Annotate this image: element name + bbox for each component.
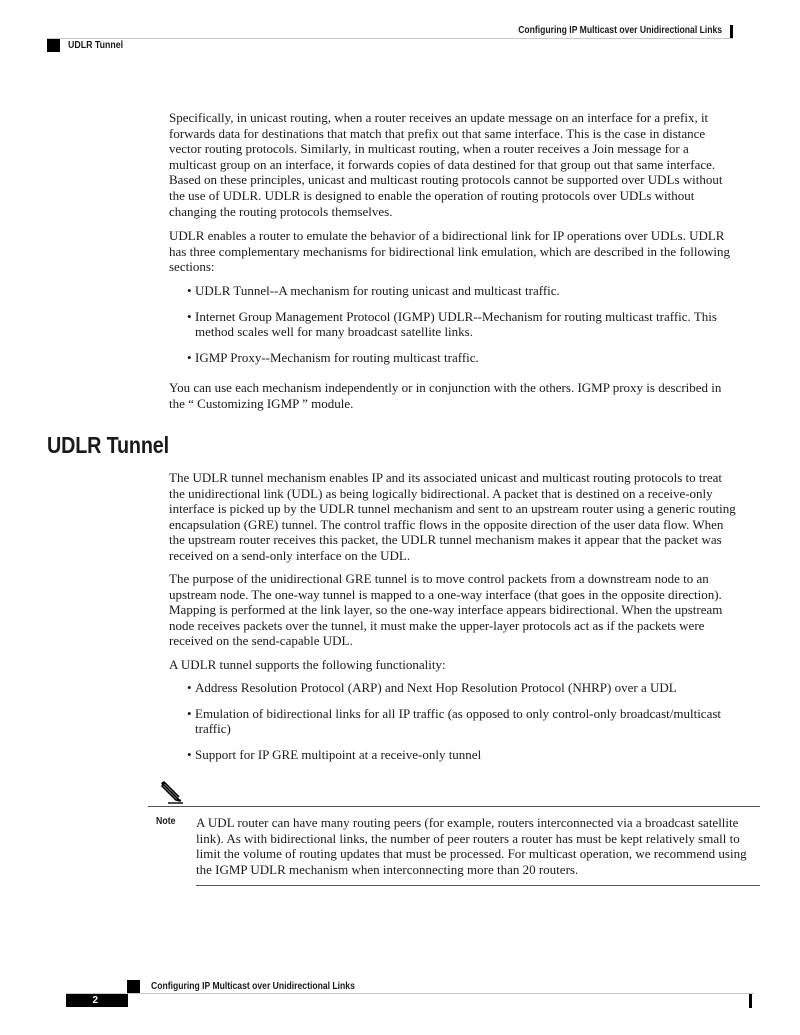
footer-rule [66, 993, 754, 994]
header-bar-marker [730, 25, 733, 38]
section-heading: UDLR Tunnel [47, 432, 169, 458]
paragraph-text: UDLR enables a router to emulate the behavior of a bidirectional link for IP operations over UDLs. UDLR has three complementary mechanisms for bidirectional link emulation, which are described in the following sections: [169, 228, 730, 275]
mechanisms-list [187, 283, 737, 365]
section-paragraph-3 [169, 657, 738, 673]
note-label: Note [156, 816, 176, 827]
intro-paragraph-3 [169, 380, 738, 411]
list-item-text: Emulation of bidirectional links for all IP traffic (as opposed to only control-only broadcast/multicast traffic) [195, 705, 722, 737]
header-square-marker [47, 39, 60, 52]
paragraph-text: The UDLR tunnel mechanism enables IP and its associated unicast and multicast routing protocols to treat the unidirectional link (UDL) as being logically bidirectional. A packet that is destined on a receive-only interface is picked up by the UDLR tunnel mechanism and sent to an upstream router using a generic routing encapsulation (GRE) tunnel. The control traffic flows in the opposite direction of the user data flow. When the upstream router receives this packet, the UDLR tunnel mechanism makes it appear that the packet was received on a send-only interface on the UDL. [169, 470, 736, 563]
intro-paragraph-1 [169, 110, 738, 219]
list-item-text: UDLR Tunnel--A mechanism for routing unicast and multicast traffic. [195, 283, 560, 298]
page-number: 2 [66, 994, 128, 1007]
paragraph-text: Specifically, in unicast routing, when a router receives an update message on an interface for a prefix, it forwards data for destinations that match that prefix out that same interface. This is the case in distance vector routing protocols. Similarly, in multicast routing, when a router receives a Join message for a multicast group on an interface, it forwards copies of data destined for that group out that same interface. Based on these principles, unicast and multicast routing protocols cannot be supported over UDLs without the use of UDLR. UDLR is designed to enable the operation of routing protocols over UDLs without changing the routing protocols themselves. [169, 110, 723, 219]
pencil-icon [160, 780, 184, 804]
footer-bar-marker [749, 994, 752, 1008]
intro-paragraph-2 [169, 228, 738, 275]
list-item-text: Support for IP GRE multipoint at a receive-only tunnel [195, 746, 482, 762]
list-item: • UDLR Tunnel--A mechanism for routing unicast and multicast traffic. [187, 283, 560, 298]
header-rule [47, 38, 733, 39]
paragraph-text: A UDLR tunnel supports the following functionality: [169, 657, 446, 672]
paragraph-text: You can use each mechanism independently or in conjunction with the others. IGMP proxy is described in the “ Customizing IGMP ” module. [169, 380, 722, 411]
functionality-list [187, 680, 737, 762]
list-item: • Address Resolution Protocol (ARP) and Next Hop Resolution Protocol (NHRP) over a UDL [187, 680, 677, 695]
note-bottom-rule [196, 885, 760, 886]
running-header-section: UDLR Tunnel [68, 40, 124, 51]
section-paragraph-2 [169, 571, 738, 649]
list-item: • Internet Group Management Protocol (IGMP) UDLR--Mechanism for routing multicast traffic. This method scales well for many broadcast satellite links. [187, 308, 717, 340]
list-item: • Support for IP GRE multipoint at a receive-only tunnel [187, 746, 482, 762]
running-header-title: Configuring IP Multicast over Unidirectional Links [518, 25, 722, 36]
paragraph-text: The purpose of the unidirectional GRE tunnel is to move control packets from a downstream node to an upstream node. The one-way tunnel is mapped to a one-way interface (that goes in the opposite direction). Mapping is performed at the link layer, so the one-way interface appears bidirectional. When the upstream node receives packets over the tunnel, it must make the upper-layer protocols act as if the packets were received on the send-capable UDL. [169, 571, 723, 649]
list-item-text: Address Resolution Protocol (ARP) and Next Hop Resolution Protocol (NHRP) over a UDL [195, 680, 677, 695]
note-text: A UDL router can have many routing peers (for example, routers interconnected via a broadcast satellite link). As with bidirectional links, the number of peer routers a router has must be kept relatively small to limit the volume of routing updates that must be processed. For multicast operation, we recommend using the IGMP UDLR mechanism when interconnecting more than 20 routers. [196, 815, 747, 877]
footer-square-marker [127, 980, 140, 993]
list-item-text: Internet Group Management Protocol (IGMP) UDLR--Mechanism for routing multicast traffic. This method scales well for many broadcast satellite links. [195, 308, 717, 340]
footer-title: Configuring IP Multicast over Unidirectional Links [151, 981, 355, 992]
list-item-text: IGMP Proxy--Mechanism for routing multicast traffic. [195, 349, 479, 365]
note-top-rule [148, 806, 760, 807]
section-paragraph-1 [169, 470, 738, 564]
list-item: • Emulation of bidirectional links for all IP traffic (as opposed to only control-only broadcast/multicast traffic) [187, 705, 722, 737]
list-item: • IGMP Proxy--Mechanism for routing multicast traffic. [187, 349, 479, 365]
